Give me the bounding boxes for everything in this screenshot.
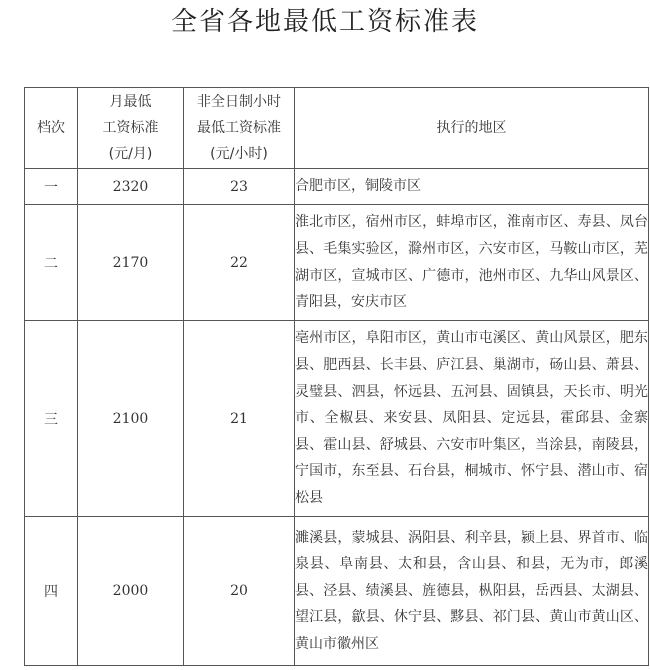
header-hourly-wage <box>184 88 295 169</box>
monthly-wage-cell: 2100 <box>78 321 184 517</box>
table-row <box>25 517 649 666</box>
page-title: 全省各地最低工资标准表 <box>170 7 479 37</box>
header-monthly-line: (元/月) <box>108 146 153 162</box>
grade-cell: 三 <box>25 321 78 517</box>
grade-cell: 一 <box>25 169 78 205</box>
grade-cell: 二 <box>25 205 78 321</box>
header-hourly-line: 非全日制小时 <box>197 94 281 110</box>
minimum-wage-table <box>24 87 649 666</box>
table-row <box>25 169 649 205</box>
areas-cell: 亳州市区，阜阳市区，黄山市屯溪区、黄山风景区，肥东县、肥西县、长丰县、庐江县、巢湖市，砀山县、萧县、灵璧县、泗县，怀远县、五河县、固镇县，天长市、明光市、全椒县、来安县、凤阳县、定远县，霍邱县、金寨县、霍山县、舒城县、六安市叶集区，当涂县，南陵县，宁国市，东至县、石台县，桐城市、怀宁县、潜山市、宿松县 <box>295 321 649 517</box>
areas-cell: 合肥市区，铜陵市区 <box>295 169 649 205</box>
monthly-wage-cell: 2000 <box>78 517 184 666</box>
monthly-wage-cell: 2320 <box>78 169 184 205</box>
hourly-wage-cell: 21 <box>184 321 295 517</box>
header-monthly-wage <box>78 88 184 169</box>
hourly-wage-cell: 20 <box>184 517 295 666</box>
hourly-wage-cell: 23 <box>184 169 295 205</box>
header-areas: 执行的地区 <box>295 88 649 169</box>
monthly-wage-cell: 2170 <box>78 205 184 321</box>
header-hourly-line: 最低工资标准 <box>197 120 281 136</box>
table-row <box>25 205 649 321</box>
header-monthly-line: 月最低 <box>109 94 152 110</box>
areas-cell: 濉溪县，蒙城县、涡阳县、利辛县，颍上县、界首市、临泉县、阜南县、太和县，含山县、和县，无为市，郎溪县、泾县、绩溪县、旌德县，枞阳县，岳西县、太湖县、望江县，歙县、休宁县、黟县、祁门县、黄山市黄山区、黄山市徽州区 <box>295 517 649 666</box>
grade-cell: 四 <box>25 517 78 666</box>
header-grade: 档次 <box>25 88 78 169</box>
table-row <box>25 321 649 517</box>
header-hourly-line: (元/小时) <box>210 146 268 162</box>
areas-cell: 淮北市区，宿州市区，蚌埠市区，淮南市区、寿县、凤台县、毛集实验区，滁州市区，六安市区，马鞍山市区，芜湖市区，宣城市区、广德市，池州市区、九华山风景区、青阳县，安庆市区 <box>295 205 649 321</box>
header-monthly-line: 工资标准 <box>102 120 159 136</box>
table-header-row <box>25 88 649 169</box>
hourly-wage-cell: 22 <box>184 205 295 321</box>
